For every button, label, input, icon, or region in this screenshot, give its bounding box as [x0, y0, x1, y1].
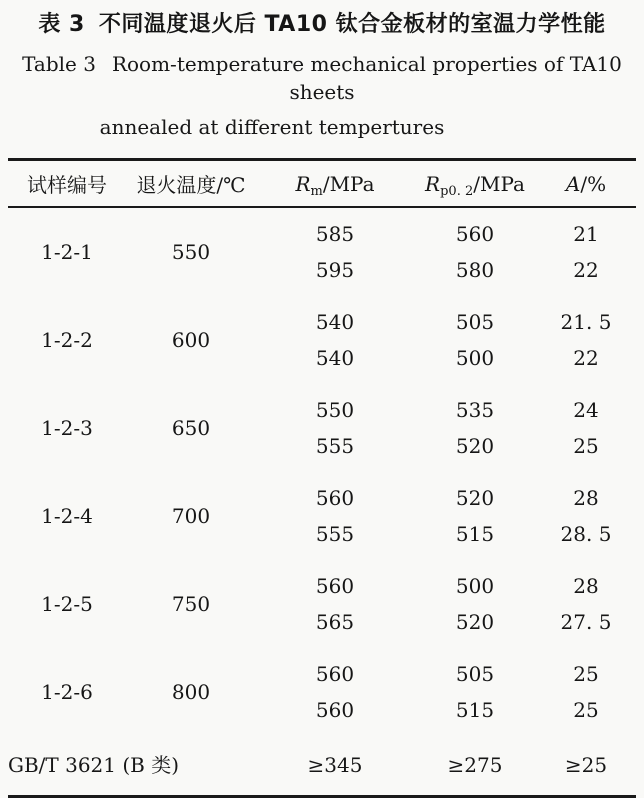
sample-group-1-2-2: [8, 296, 636, 384]
rm-cell: 585: [315, 222, 355, 246]
temp-cell: 600: [171, 328, 211, 352]
table-row: [8, 207, 636, 252]
temp-cell: 750: [171, 592, 211, 616]
rp02-cell: 505: [455, 310, 495, 334]
sample-id-cell: 1-2-3: [41, 416, 93, 440]
rm-cell: 565: [315, 610, 355, 634]
sample-id-cell: 1-2-2: [41, 328, 93, 352]
col-header-sample-id: 试样编号: [8, 160, 126, 208]
col-header-rm: [256, 160, 414, 208]
rp02-cell: 515: [455, 698, 495, 722]
elongation-cell: 25: [573, 698, 599, 722]
elongation-cell: 27. 5: [560, 610, 612, 634]
elongation-cell: 21. 5: [560, 310, 612, 334]
temp-cell: 650: [171, 416, 211, 440]
rp02-cell: 505: [455, 662, 495, 686]
caption-zh-number: 表 3: [38, 12, 85, 37]
rm-cell: 560: [315, 662, 355, 686]
rp02-cell: 580: [455, 258, 495, 282]
rm-cell: 555: [315, 522, 355, 546]
elongation-cell: 22: [573, 346, 599, 370]
elongation-cell: 28: [573, 486, 599, 510]
elongation-cell: 25: [573, 662, 599, 686]
rp02-unit: /MPa: [473, 171, 525, 196]
elongation-symbol: A: [565, 171, 581, 196]
rp02-cell: 515: [455, 522, 495, 546]
sample-id-cell: 1-2-1: [41, 240, 93, 264]
standard-elongation-min: ≥25: [564, 753, 608, 777]
temp-cell: 550: [171, 240, 211, 264]
caption-en-title: Room-temperature mechanical properties of TA10 sheets: [111, 52, 622, 104]
elongation-cell: 21: [573, 222, 599, 246]
elongation-cell: 24: [573, 398, 599, 422]
table-row: [8, 560, 636, 604]
rm-cell: 555: [315, 434, 355, 458]
rp02-cell: 500: [455, 346, 495, 370]
table-caption-en: [0, 50, 644, 106]
table-row: [8, 384, 636, 428]
rm-cell: 560: [315, 486, 355, 510]
rp02-cell: 520: [455, 486, 495, 510]
rp02-cell: 520: [455, 434, 495, 458]
standard-row: [8, 736, 636, 797]
rm-cell: 560: [315, 698, 355, 722]
col-header-elongation: [536, 160, 636, 208]
standard-rm-min: ≥345: [307, 753, 363, 777]
temp-cell: 800: [171, 680, 211, 704]
rm-cell: 550: [315, 398, 355, 422]
header-row: [8, 160, 636, 208]
rm-cell: 540: [315, 346, 355, 370]
rp02-subscript: p0. 2: [440, 183, 474, 199]
col-header-rp02: [414, 160, 536, 208]
elongation-cell: 28: [573, 574, 599, 598]
elongation-cell: 25: [573, 434, 599, 458]
caption-en-number: Table 3: [22, 52, 96, 76]
caption-zh-title: 不同温度退火后 TA10 钛合金板材的室温力学性能: [98, 12, 606, 37]
table-row: [8, 472, 636, 516]
rp02-cell: 560: [455, 222, 495, 246]
sample-group-1-2-5: [8, 560, 636, 648]
standard-label: GB/T 3621 (B 类): [8, 753, 180, 777]
rp02-cell: 535: [455, 398, 495, 422]
sample-group-1-2-1: [8, 207, 636, 296]
sample-id-cell: 1-2-5: [41, 592, 93, 616]
rm-cell: 595: [315, 258, 355, 282]
sample-group-1-2-4: [8, 472, 636, 560]
standard-rp02-min: ≥275: [447, 753, 503, 777]
rp02-cell: 520: [455, 610, 495, 634]
rm-unit: /MPa: [322, 171, 375, 196]
rp02-symbol: R: [425, 171, 441, 196]
rm-cell: 540: [315, 310, 355, 334]
elongation-cell: 22: [573, 258, 599, 282]
sample-group-1-2-6: [8, 648, 636, 736]
rm-subscript: m: [310, 183, 323, 199]
rm-cell: 560: [315, 574, 355, 598]
table-caption-zh: [0, 0, 644, 40]
temp-cell: 700: [171, 504, 211, 528]
table-row: [8, 296, 636, 340]
elongation-cell: 28. 5: [560, 522, 612, 546]
sample-id-cell: 1-2-6: [41, 680, 93, 704]
table-row: [8, 648, 636, 692]
table-header: [8, 160, 636, 208]
rm-symbol: R: [295, 171, 311, 196]
col-header-anneal-temp: 退火温度/℃: [126, 160, 256, 208]
mechanical-properties-table: [8, 158, 636, 798]
rp02-cell: 500: [455, 574, 495, 598]
elongation-unit: /%: [580, 171, 607, 196]
sample-group-1-2-3: [8, 384, 636, 472]
standard-reference-section: [8, 736, 636, 797]
sample-id-cell: 1-2-4: [41, 504, 93, 528]
table-caption-en-line2: annealed at different tempertures: [99, 115, 445, 139]
